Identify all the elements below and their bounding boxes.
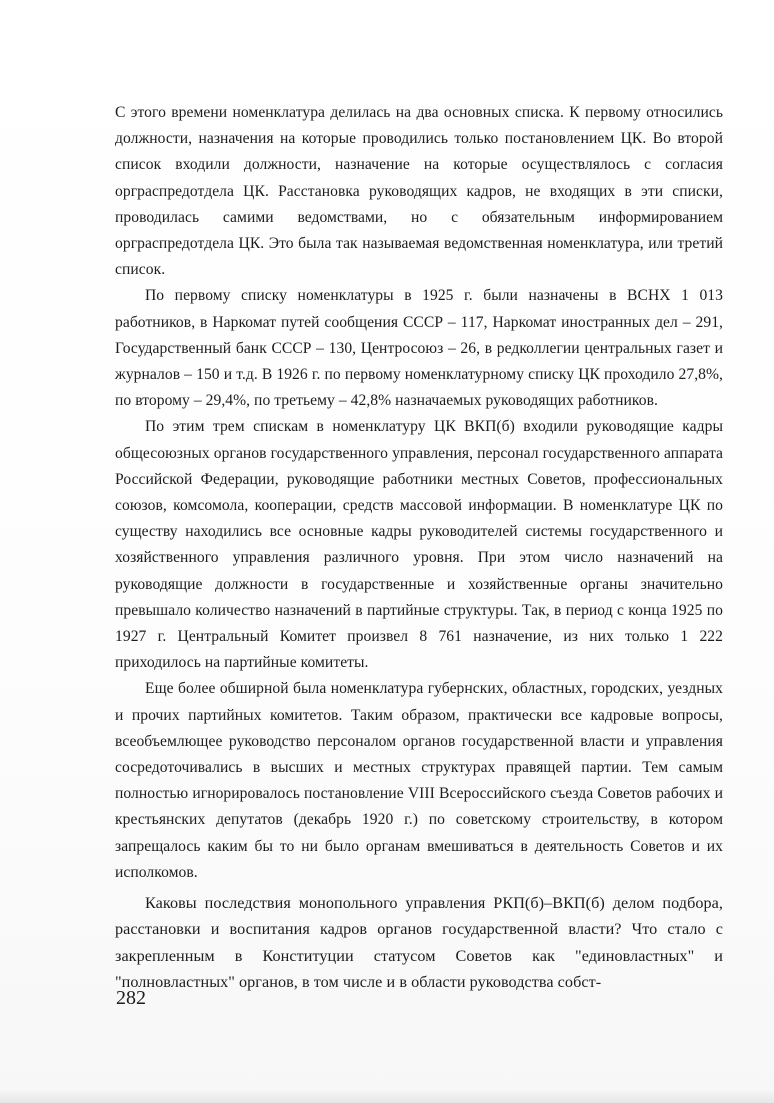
page-number: 282 (116, 987, 146, 1009)
paragraph-5: Каковы последствия монопольного управления РКП(б)–ВКП(б) делом подбора, расстановки и воспитания кадров органов государственной власти? Что стало с закрепленным в Конституции статусом Советов как "единовластных" и "полновластных" органов, в том числе и в области руководства собст- (115, 894, 723, 991)
paragraph-2: По первому списку номенклатуры в 1925 г. были назначены в ВСНХ 1 013 работников, в Наркомат путей сообщения СССР – 117, Наркомат иностранных дел – 291, Государственный банк СССР – 130, Центросоюз – 26, в редколлегии центральных газет и журналов – 150 и т.д. В 1926 г. по первому номенклатурному списку ЦК проходило 27,8%, по второму – 29,4%, по третьему – 42,8% назначаемых руководящих работников. (115, 287, 723, 410)
paragraph-1: С этого времени номенклатура делилась на два основных списка. К первому относились должности, назначения на которые проводились только постановлением ЦК. Во второй список входили должности, назначение на которые осуществлялось с согласия орграспредотдела ЦК. Расстановка руководящих кадров, не входящих в эти списки, проводилась самими ведомствами, но с обязательным информированием орграспредотдела ЦК. Это была так называемая ведомственная номенклатура, или третий список. (115, 104, 723, 279)
paragraph-3: По этим трем спискам в номенклатуру ЦК ВКП(б) входили руководящие кадры общесоюзных органов государственного управления, персонал государственного аппарата Российской Федерации, руководящие работники местных Советов, профессиональных союзов, комсомола, кооперации, средств массовой информации. В номенклатуре ЦК по существу находились все основные кадры руководителей системы государственного и хозяйственного управления различного уровня. При этом число назначений на руководящие должности в государственные и хозяйственные органы значительно превышало количество назначений в партийные структуры. Так, в период с конца 1925 по 1927 г. Центральный Комитет произвел 8 761 назначение, из них только 1 222 приходилось на партийные комитеты. (115, 418, 723, 672)
scan-edge-shadow (0, 1089, 774, 1103)
page-text (115, 100, 723, 995)
paragraph-4: Еще более обширной была номенклатура губернских, областных, городских, уездных и прочих партийных комитетов. Таким образом, практически все кадровые вопросы, всеобъемлющее руководство персоналом органов государственной власти и управления сосредоточивались в высших и местных структурах правящей партии. Тем самым полностью игнорировалось постановление VIII Всероссийского съезда Советов рабочих и крестьянских депутатов (декабрь 1920 г.) по советскому строительству, в котором запрещалось каким бы то ни было органам вмешиваться в деятельность Советов и их исполкомов. (115, 680, 723, 881)
